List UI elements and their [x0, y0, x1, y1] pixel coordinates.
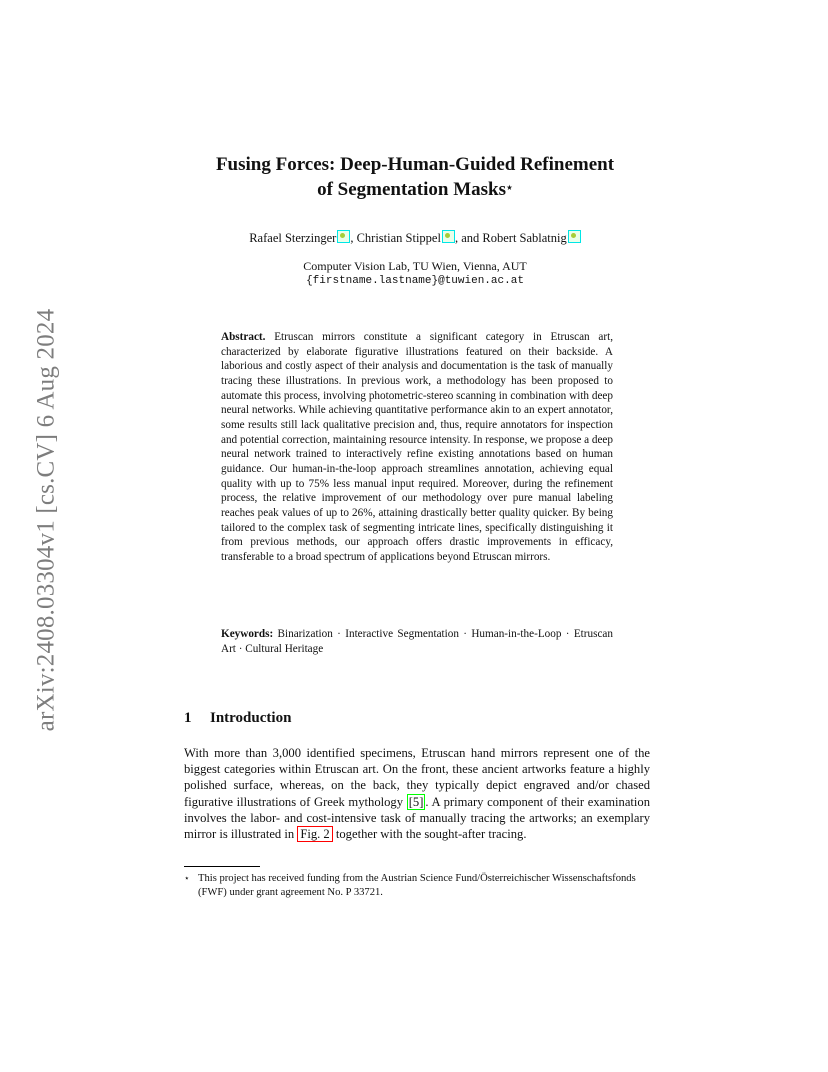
- title-line-2: of Segmentation Masks: [317, 179, 507, 200]
- introduction-paragraph: [184, 745, 650, 842]
- author-email: {firstname.lastname}@tuwien.ac.at: [306, 275, 524, 287]
- section-heading-introduction: [184, 710, 291, 727]
- orcid-icon[interactable]: [337, 230, 350, 243]
- arxiv-identifier-stamp: [28, 290, 64, 750]
- section-number: 1: [184, 710, 192, 726]
- section-title: Introduction: [210, 710, 292, 726]
- keywords-text: Binarization · Interactive Segmentation · Human-in-the-Loop · Etruscan Art · Cultural Heritage: [221, 628, 613, 655]
- affiliation: [150, 259, 680, 289]
- keywords: [221, 627, 613, 656]
- title-footnote-mark: ⋆: [506, 182, 513, 194]
- orcid-icon[interactable]: [442, 230, 455, 243]
- abstract-text: Etruscan mirrors constitute a significant category in Etruscan art, characterized by elaborate figurative illustrations featured on their backside. A laborious and costly aspect of their analysis and documentation is the task of manually tracing these illustrations. In previous work, a methodology has been proposed to automate this process, involving photometric-stereo scanning in combination with deep neural networks. While achieving quantitative performance akin to an expert annotator, some results still lack qualitative precision and, thus, require annotators for inspection and potential correction, maintaining resource intensity. In response, we propose a deep neural network trained to interactively refine existing annotations based on human guidance. Our human-in-the-loop approach streamlines annotation, achieving equal quality with up to 75% less manual input required. Moreover, during the refinement process, the relative improvement of our methodology over pure manual labeling reaches peak values of up to 26%, attaining drastically better quality quicker. By being tailored to the complex task of segmenting intricate lines, specifically distinguishing it from previous methods, our approach offers drastic improvements in efficacy, transferable to a broad spectrum of applications beyond Etruscan mirrors.: [221, 331, 613, 563]
- footnote: [184, 872, 664, 900]
- author-separator: , and: [454, 231, 483, 245]
- intro-text-1: With more than 3,000 identified specimens, Etruscan hand mirrors represent one of the biggest categories within Etruscan art. On the front, these ancient artworks feature a highly polished surface, whereas, on the back, they typically depict engraved and/or chased figurative illustrations of Greek mythology: [184, 746, 650, 809]
- figure-reference-link[interactable]: Fig. 2: [297, 826, 332, 842]
- keywords-label: Keywords:: [221, 628, 274, 640]
- abstract: [221, 330, 613, 565]
- author-3: Robert Sablatnig: [482, 231, 567, 245]
- abstract-label: Abstract.: [221, 331, 266, 343]
- author-list: [150, 230, 680, 246]
- affiliation-line: Computer Vision Lab, TU Wien, Vienna, AUT: [303, 259, 527, 273]
- paper-title: [150, 152, 680, 202]
- title-line-1: Fusing Forces: Deep-Human-Guided Refinement: [215, 154, 615, 175]
- orcid-icon[interactable]: [568, 230, 581, 243]
- footnote-divider: [184, 866, 260, 867]
- footnote-mark: ⋆: [184, 873, 190, 883]
- citation-link[interactable]: [5]: [408, 794, 424, 809]
- author-separator: ,: [350, 231, 357, 245]
- arxiv-identifier-text: arXiv:2408.03304v1 [cs.CV] 6 Aug 2024: [32, 308, 59, 732]
- author-2: Christian Stippel: [356, 231, 441, 245]
- intro-text-2: . A primary component of their examination involves the labor- and cost-intensive task of manually tracing the artworks; an exemplary mirror is illustrated in: [184, 794, 651, 842]
- footnote-text: This project has received funding from the Austrian Science Fund/Österreichischer Wissenschaftsfonds (FWF) under grant agreement No. P 33721.: [198, 873, 636, 898]
- intro-text-3: together with the sought-after tracing.: [332, 827, 527, 842]
- author-1: Rafael Sterzinger: [249, 231, 337, 245]
